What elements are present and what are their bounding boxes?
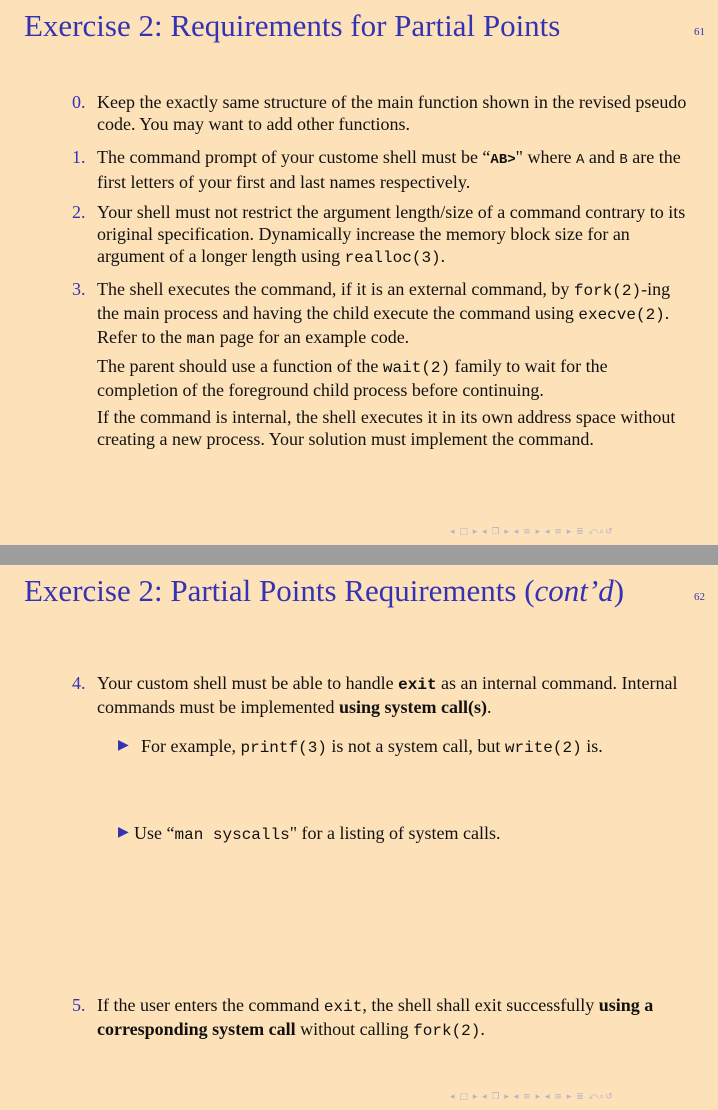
list-item-4 [72, 672, 687, 718]
slide-title [24, 573, 624, 609]
code-man-syscalls: man syscalls [174, 826, 290, 844]
code-fork: fork(2) [413, 1022, 481, 1040]
item-text: For example, [141, 736, 241, 756]
page-number: 62 [694, 591, 705, 603]
item-text: Keep the exactly same structure of the main function shown in the revised pseudo code. You may want to add other functions. [97, 92, 687, 134]
code-exit: exit [398, 676, 437, 694]
slide-62 [0, 565, 718, 1110]
paragraph [97, 278, 687, 350]
title-text: ) [613, 573, 625, 608]
item-text: -ing the main process and having the child execute the command using [97, 279, 671, 323]
code-write: write(2) [504, 739, 582, 757]
code-realloc: realloc(3) [344, 249, 441, 267]
item-text: is. [581, 736, 603, 756]
item-text: The shell executes the command, if it is an external command, by [97, 279, 574, 299]
bold-text: using a corresponding system call [97, 995, 654, 1039]
item-text: " for a listing of system calls. [289, 823, 501, 843]
bullet-triangle-icon: ▶ [118, 825, 129, 840]
item-text: Your custom shell must be able to handle [97, 673, 399, 693]
item-text: The command prompt of your custome shell must be “ [97, 147, 491, 167]
code-wait: wait(2) [382, 359, 451, 377]
nav-symbols[interactable]: ◂ □ ▸ ◂ ❐ ▸ ◂ ≡ ▸ ◂ ≡ ▸ ≣ ⤺⌕↺ [450, 527, 614, 537]
code-a: A [575, 152, 585, 168]
list-item-2 [72, 201, 687, 269]
code-printf: printf(3) [240, 739, 327, 757]
slide-title: Exercise 2: Requirements for Partial Points [24, 8, 561, 43]
sub-item [134, 822, 694, 846]
slide-divider [0, 545, 718, 565]
code-fork: fork(2) [573, 282, 642, 300]
item-text: without calling [295, 1019, 414, 1039]
list-number: 0. [72, 92, 86, 112]
code-exit: exit [323, 998, 363, 1016]
prompt-code: AB> [490, 152, 516, 168]
page-number: 61 [694, 26, 705, 38]
item-text: , the shell shall exit successfully [362, 995, 599, 1015]
bold-text: using system call(s) [338, 697, 487, 717]
item-text: . [486, 697, 492, 717]
item-text: . [440, 246, 446, 266]
list-number: 1. [72, 147, 86, 167]
item-text: are the first letters of your first and last names respectively. [97, 147, 681, 192]
item-text: page for an example code. [215, 327, 410, 347]
item-text: family to wait for the completion of the foreground child process before continuing. [97, 356, 608, 400]
nav-symbols[interactable]: ◂ □ ▸ ◂ ❐ ▸ ◂ ≡ ▸ ◂ ≡ ▸ ≣ ⤺⌕↺ [450, 1092, 614, 1102]
list-number: 5. [72, 995, 86, 1015]
bullet-triangle-icon: ▶ [118, 738, 129, 753]
item-text: . Refer to the [97, 303, 670, 347]
list-item-1 [72, 146, 687, 193]
paragraph [97, 355, 687, 401]
item-text: as an internal command. Internal commands must be implemented [97, 673, 678, 717]
item-text: Your shell must not restrict the argument length/size of a command contrary to its original specification. Dynamically increase the memory block size for an argument of a longer length using [97, 202, 686, 266]
list-number: 3. [72, 279, 86, 299]
item-text: If the command is internal, the shell executes it in its own address space without creating a new process. Your solution must implement the command. [97, 407, 676, 449]
title-italic: cont’d [534, 573, 614, 608]
beamer-navigation[interactable] [450, 527, 718, 541]
paragraph [97, 406, 687, 450]
sub-item [141, 735, 701, 759]
code-execve: execve(2) [578, 306, 665, 324]
item-text: and [584, 147, 620, 167]
item-text: . [480, 1019, 485, 1039]
slide-61 [0, 0, 718, 545]
code-man: man [186, 330, 216, 348]
list-item-5 [72, 994, 687, 1042]
beamer-navigation[interactable] [450, 1092, 718, 1106]
item-text: Use “ [134, 823, 175, 843]
code-b: B [619, 152, 628, 168]
item-text: If the user enters the command [97, 995, 324, 1015]
item-text: The parent should use a function of the [97, 356, 383, 376]
list-number: 4. [72, 673, 86, 693]
item-text: " where [515, 147, 576, 167]
list-item-0 [72, 91, 687, 135]
title-text: Exercise 2: Partial Points Requirements ( [24, 573, 535, 608]
item-text: is not a system call, but [326, 736, 505, 756]
list-item-3 [72, 278, 687, 450]
list-number: 2. [72, 202, 86, 222]
